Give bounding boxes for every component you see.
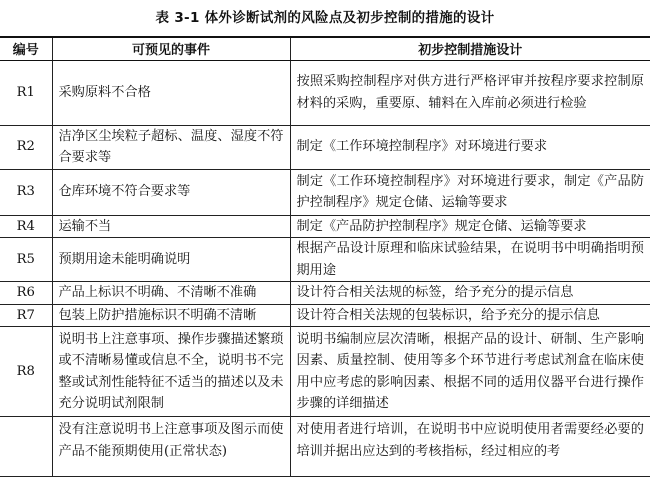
table-row <box>0 60 650 125</box>
risk-id: R5 <box>0 238 52 282</box>
risk-control-table <box>0 36 650 477</box>
risk-measure: 制定《工作环境控制程序》对环境进行要求 <box>290 125 650 169</box>
risk-event: 运输不当 <box>52 215 290 238</box>
risk-measure: 设计符合相关法规的包装标识，给予充分的提示信息 <box>290 304 650 327</box>
risk-id: R2 <box>0 125 52 169</box>
risk-event: 包装上防护措施标识不明确不清晰 <box>52 304 290 327</box>
risk-measure: 制定《工作环境控制程序》对环境进行要求，制定《产品防护控制程序》规定仓储、运输等要求 <box>290 169 650 215</box>
risk-id: R8 <box>0 327 52 417</box>
risk-measure: 根据产品设计原理和临床试验结果，在说明书中明确指明预期用途 <box>290 238 650 282</box>
table-row <box>0 215 650 238</box>
risk-id: R1 <box>0 60 52 125</box>
table-row <box>0 169 650 215</box>
header-measure: 初步控制措施设计 <box>290 37 650 60</box>
risk-measure: 对使用者进行培训，在说明书中应说明使用者需要经必要的培训并据出应达到的考核指标，经过相应的考 <box>290 417 650 477</box>
table-row <box>0 238 650 282</box>
header-id: 编号 <box>0 37 52 60</box>
risk-id: R6 <box>0 282 52 305</box>
risk-measure: 按照采购控制程序对供方进行严格评审并按程序要求控制原材料的采购，重要原、辅料在入库前必须进行检验 <box>290 60 650 125</box>
risk-id: R7 <box>0 304 52 327</box>
risk-event: 产品上标识不明确、不清晰不准确 <box>52 282 290 305</box>
table-row <box>0 125 650 169</box>
header-row <box>0 37 650 60</box>
risk-event: 仓库环境不符合要求等 <box>52 169 290 215</box>
risk-event: 采购原料不合格 <box>52 60 290 125</box>
header-event: 可预见的事件 <box>52 37 290 60</box>
risk-measure: 说明书编制应层次清晰，根据产品的设计、研制、生产影响因素、质量控制、使用等多个环节进行考虑试剂盒在临床使用中应考虑的影响因素、根据不同的适用仪器平台进行操作步骤的详细描述 <box>290 327 650 417</box>
risk-measure: 制定《产品防护控制程序》规定仓储、运输等要求 <box>290 215 650 238</box>
table-row <box>0 304 650 327</box>
risk-event: 说明书上注意事项、操作步骤描述繁琐或不清晰易懂或信息不全，说明书不完整或试剂性能特征不适当的描述以及未充分说明试剂限制 <box>52 327 290 417</box>
risk-measure: 设计符合相关法规的标签，给予充分的提示信息 <box>290 282 650 305</box>
table-row <box>0 282 650 305</box>
risk-id: R4 <box>0 215 52 238</box>
table-row <box>0 417 650 477</box>
risk-id <box>0 417 52 477</box>
table-caption: 表 3-1 体外诊断试剂的风险点及初步控制的措施的设计 <box>155 10 495 26</box>
risk-event: 预期用途未能明确说明 <box>52 238 290 282</box>
risk-event: 没有注意说明书上注意事项及图示而使产品不能预期使用(正常状态) <box>52 417 290 477</box>
risk-event: 洁净区尘埃粒子超标、温度、湿度不符合要求等 <box>52 125 290 169</box>
table-row <box>0 327 650 417</box>
risk-id: R3 <box>0 169 52 215</box>
